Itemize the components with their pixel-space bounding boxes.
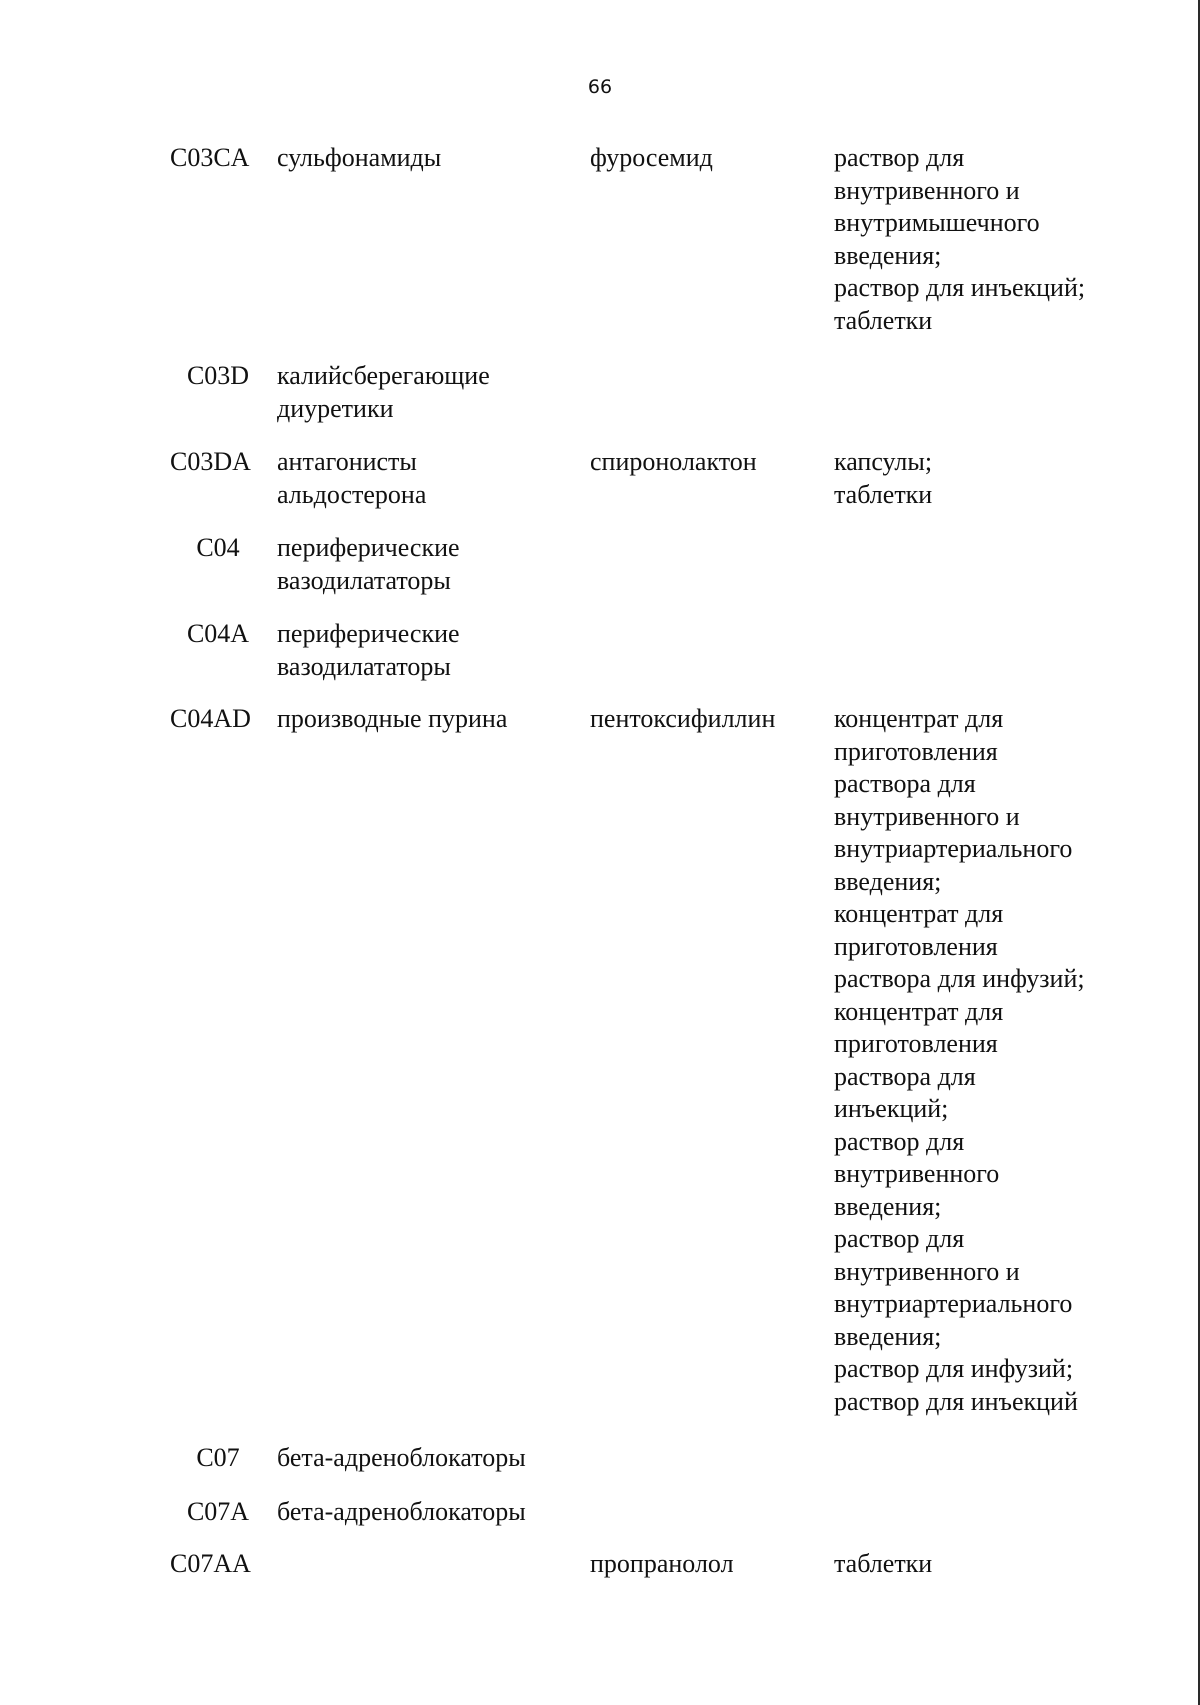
drug-name: пентоксифиллин [590, 704, 776, 733]
atc-code: C04 [196, 533, 240, 562]
dosage-forms: капсулы; таблетки [834, 447, 933, 509]
atc-group-name: производные пурина [277, 704, 508, 733]
atc-code: C04AD [170, 704, 251, 733]
dosage-forms: таблетки [834, 1549, 933, 1578]
dosage-forms: раствор для внутривенного и внутримышечного введения; раствор для инъекций; таблетки [834, 143, 1086, 335]
atc-code: C07A [186, 1497, 250, 1526]
atc-group-name: периферические вазодилататоры [277, 619, 460, 681]
atc-code: C07AA [170, 1549, 251, 1578]
page-number: 66 [587, 76, 613, 98]
atc-code: C07 [196, 1443, 240, 1472]
drug-name: фуросемид [590, 143, 713, 172]
atc-group-name: бета-адреноблокаторы [277, 1497, 526, 1526]
atc-group-name: сульфонамиды [277, 143, 442, 172]
atc-group-name: антагонисты альдостерона [277, 447, 427, 509]
atc-code: C04A [186, 619, 250, 648]
atc-group-name: бета-адреноблокаторы [277, 1443, 526, 1472]
atc-code: C03DA [170, 447, 251, 476]
atc-code: C03CA [170, 143, 250, 172]
atc-group-name: периферические вазодилататоры [277, 533, 460, 595]
dosage-forms: концентрат для приготовления раствора для внутривенного и внутриартериального введения; концентрат для приготовления раствора для инфузий; концентрат для приготовления раствора для инъекций; раствор для внутривенного введения; раствор для внутривенного и внутриартериального введения; раствор для инфузий; раствор для инъекций [834, 704, 1085, 1416]
atc-code: C03D [186, 361, 250, 390]
drug-name: пропранолол [590, 1549, 734, 1578]
atc-group-name: калийсберегающие диуретики [277, 361, 490, 423]
drug-name: спиронолактон [590, 447, 757, 476]
